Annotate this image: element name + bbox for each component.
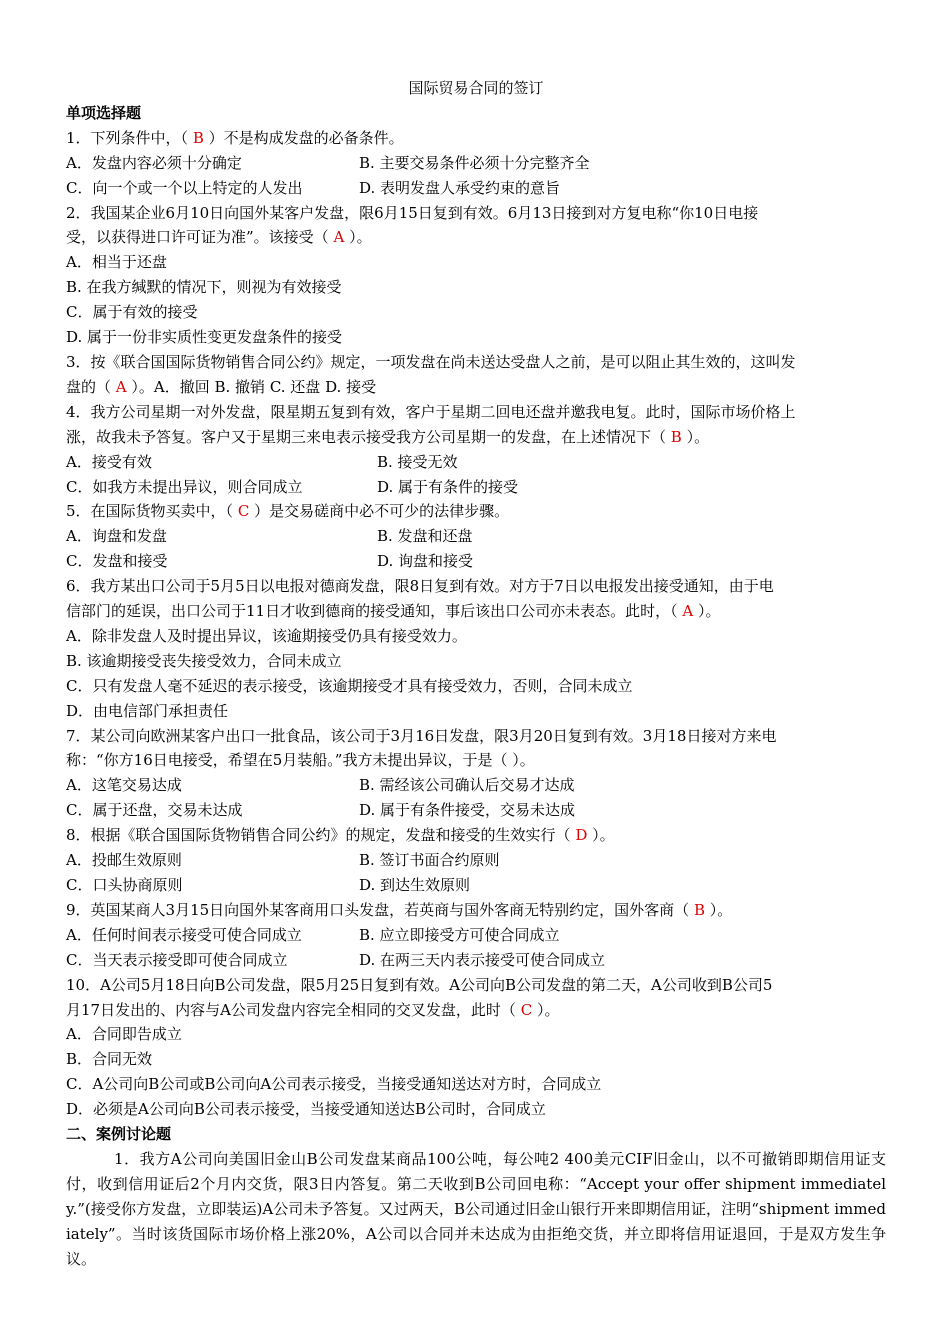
option-b: B. 该逾期接受丧失接受效力，合同未成立 <box>66 651 342 670</box>
question-6: 6．我方某出口公司于5月5日以电报对德商发盘，限8日复到有效。对方于7日以电报发出接受通知，由于电 <box>66 577 774 596</box>
options-row <box>66 798 886 823</box>
question-2: 2．我国某企业6月10日向国外某客户发盘，限6月15日复到有效。6月13日接到对方复电称“你10日电接 <box>66 203 759 222</box>
option-c: C．当天表示接受即可使合同成立 <box>66 950 288 969</box>
option-b: B. 在我方缄默的情况下，则视为有效接受 <box>66 278 342 297</box>
option-d: D. 在两三天内表示接受可使合同成立 <box>359 950 606 969</box>
option-b: B. 需经该公司确认后交易才达成 <box>359 776 575 795</box>
option-b: B. 应立即接受方可使合同成立 <box>359 925 560 944</box>
option-a: A．投邮生效原则 <box>66 851 182 870</box>
option-c: C．属于还盘，交易未达成 <box>66 801 243 820</box>
options-row <box>66 948 886 973</box>
options-row <box>66 450 886 475</box>
option-d: D. 属于有条件接受，交易未达成 <box>359 801 576 820</box>
option-c: C．如我方未提出异议，则合同成立 <box>66 477 303 496</box>
options-row <box>66 524 886 549</box>
question-3: 3．按《联合国国际货物销售合同公约》规定，一项发盘在尚未送达受盘人之前，是可以阻止其生效的，这叫发 <box>66 352 796 371</box>
options-row <box>66 151 886 176</box>
option-d: D．必须是A公司向B公司表示接受，当接受通知送达B公司时，合同成立 <box>66 1100 546 1119</box>
option-c: C．属于有效的接受 <box>66 303 198 322</box>
options-row <box>66 549 886 574</box>
question-1: 1．下列条件中，（ B ）不是构成发盘的必备条件。 <box>66 128 404 147</box>
case-paragraph: 1．我方A公司向美国旧金山B公司发盘某商品100公吨，每公吨2 400美元CIF旧金山，以不可撤销即期信用证支付，收到信用证后2个月内交货，限3日内答复。第二天收到B公司回电称：“Accept your offer shipment immediately.”(接受你方发盘，立即装运)A公司未予答复。又过两天，B公司通过旧金山银行开来即期信用证，注明“shipment immediately”。当时该货国际市场价格上涨20%，A公司以合同并未达成为由拒绝交货，并立即将信用证退回，于是双方发生争议。 <box>66 1149 886 1268</box>
option-b: B. 签订书面合约原则 <box>359 851 500 870</box>
option-b: B. 接受无效 <box>377 452 458 471</box>
question-2-cont: 受，以获得进口许可证为准”。该接受（ A ）。 <box>66 228 372 247</box>
question-4-cont: 涨，故我未予答复。客户又于星期三来电表示接受我方公司星期一的发盘，在上述情况下（ B ）。 <box>66 427 710 446</box>
option-a: A．发盘内容必须十分确定 <box>66 153 242 172</box>
option-c: C．向一个或一个以上特定的人发出 <box>66 178 303 197</box>
section-heading: 二、案例讨论题 <box>66 1125 172 1144</box>
question-10-cont: 月17日发出的、内容与A公司发盘内容完全相同的交叉发盘，此时（ C ）。 <box>66 1000 560 1019</box>
option-d: D. 到达生效原则 <box>359 876 471 894</box>
option-a: A．除非发盘人及时提出异议，该逾期接受仍具有接受效力。 <box>66 626 467 645</box>
answer-mark: A <box>682 602 694 621</box>
option-b: B. 主要交易条件必须十分完整齐全 <box>359 153 590 172</box>
option-a: A．相当于还盘 <box>66 253 167 272</box>
question-8: 8．根据《联合国国际货物销售合同公约》的规定，发盘和接受的生效实行（ D ）。 <box>66 826 615 845</box>
option-a: A．这笔交易达成 <box>66 776 182 795</box>
option-d: D. 表明发盘人承受约束的意旨 <box>359 178 561 197</box>
question-5: 5．在国际货物买卖中，（ C ）是交易磋商中必不可少的法律步骤。 <box>66 502 510 521</box>
answer-mark: D <box>575 826 588 845</box>
answer-mark: B <box>693 900 705 919</box>
options-row <box>66 873 886 898</box>
page-title: 国际贸易合同的签订 <box>408 79 544 97</box>
question-3-cont: 盘的（ A ）。A．撤回 B. 撤销 C. 还盘 D. 接受 <box>66 377 377 396</box>
answer-mark: C <box>237 502 250 521</box>
option-c: C．口头协商原则 <box>66 876 183 894</box>
option-b: B．合同无效 <box>66 1050 153 1069</box>
question-7: 7．某公司向欧洲某客户出口一批食品，该公司于3月16日发盘，限3月20日复到有效。3月18日接对方来电 <box>66 726 777 745</box>
option-a: A．合同即告成立 <box>66 1025 182 1044</box>
option-d: D. 属于一份非实质性变更发盘条件的接受 <box>66 328 343 347</box>
section-heading: 单项选择题 <box>66 103 142 122</box>
question-9: 9．英国某商人3月15日向国外某客商用口头发盘，若英商与国外客商无特别约定，国外客商（ B ）。 <box>66 900 733 919</box>
answer-mark: B <box>670 427 682 446</box>
question-4: 4．我方公司星期一对外发盘，限星期五复到有效，客户于星期二回电还盘并邀我电复。此时，国际市场价格上 <box>66 402 796 421</box>
question-7-cont: 称：“你方16日电接受，希望在5月装船。”我方未提出异议，于是（ ）。 <box>66 751 535 770</box>
option-d: D．由电信部门承担责任 <box>66 701 229 720</box>
answer-mark: C <box>520 1000 533 1019</box>
answer-mark: B <box>192 128 204 147</box>
option-c: C．发盘和接受 <box>66 552 168 571</box>
options-row <box>66 848 886 873</box>
options-row <box>66 176 886 201</box>
document-page <box>66 76 886 1272</box>
option-a: A．接受有效 <box>66 452 152 471</box>
answer-mark: A <box>115 377 127 396</box>
option-c: C．只有发盘人毫不延迟的表示接受，该逾期接受才具有接受效力，否则，合同未成立 <box>66 676 633 695</box>
option-a: A．询盘和发盘 <box>66 527 167 546</box>
option-b: B. 发盘和还盘 <box>377 527 473 546</box>
question-10: 10．A公司5月18日向B公司发盘，限5月25日复到有效。A公司向B公司发盘的第二天，A公司收到B公司5 <box>66 975 773 994</box>
options-row <box>66 475 886 500</box>
options-row <box>66 923 886 948</box>
option-a: A．任何时间表示接受可使合同成立 <box>66 925 302 944</box>
question-6-cont: 信部门的延误，出口公司于11日才收到德商的接受通知，事后该出口公司亦未表态。此时，（ A ）。 <box>66 602 721 621</box>
options-row <box>66 773 886 798</box>
option-d: D. 属于有条件的接受 <box>377 477 519 496</box>
option-c: C．A公司向B公司或B公司向A公司表示接受，当接受通知送达对方时，合同成立 <box>66 1075 602 1094</box>
option-d: D. 询盘和接受 <box>377 552 474 571</box>
answer-mark: A <box>333 228 345 247</box>
